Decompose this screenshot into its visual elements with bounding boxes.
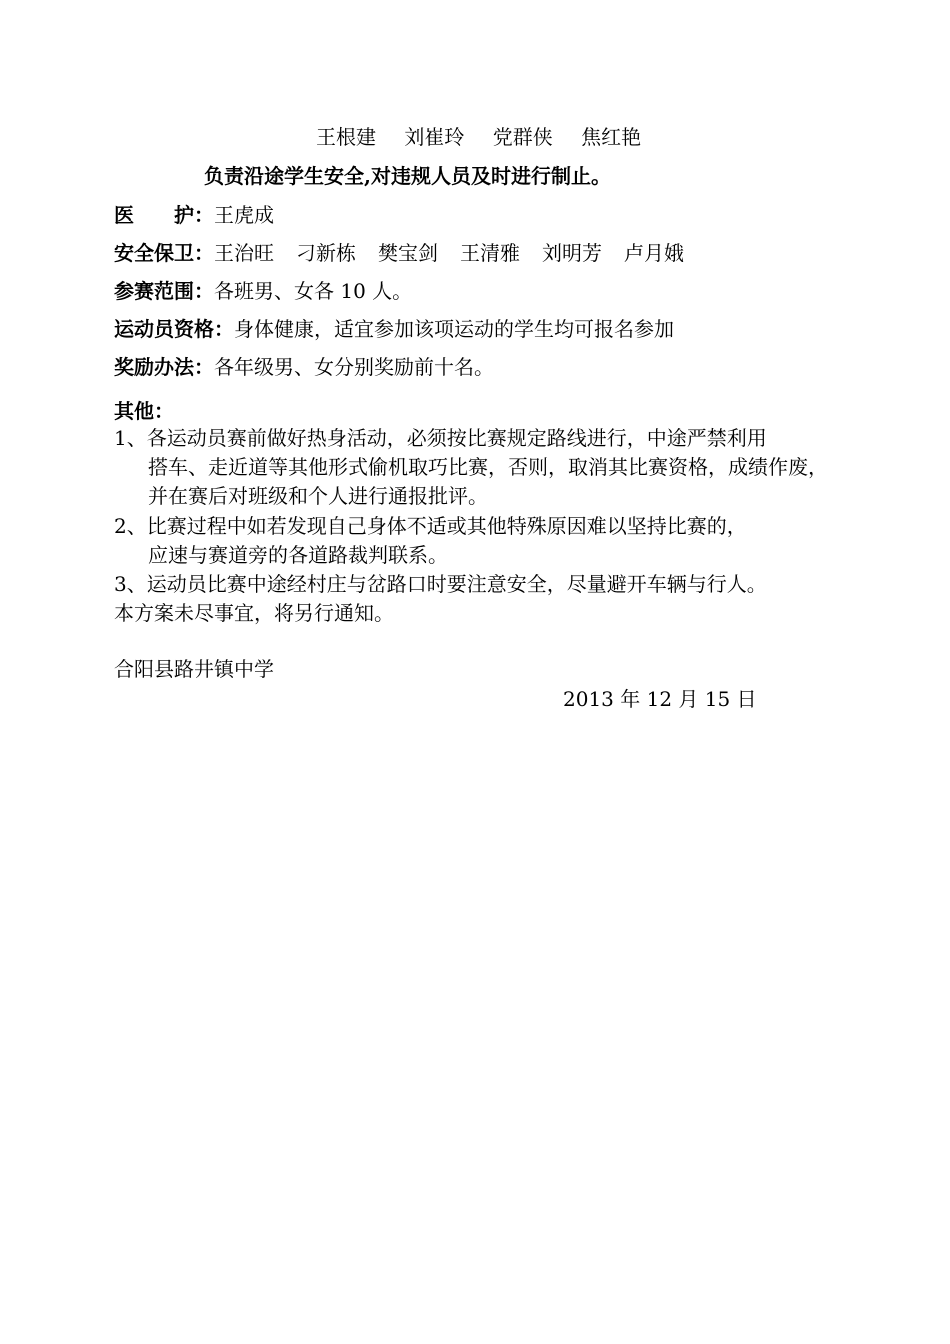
other-item-2-line-1: 2、比赛过程中如若发现自己身体不适或其他特殊原因难以坚持比赛的， [114,514,747,538]
signature-organization: 合阳县路井镇中学 [114,657,274,681]
awards-row [114,354,494,380]
supervisor-name: 刘崔玲 [404,125,465,149]
security-row [114,240,684,266]
other-item-3-line-1: 3、运动员比赛中途经村庄与岔路口时要注意安全，尽量避开车辆与行人。 [114,572,767,596]
guard-name: 王清雅 [460,241,520,265]
eligibility-row [114,316,674,342]
eligibility-value: 身体健康，适宜参加该项运动的学生均可报名参加 [234,317,674,341]
other-heading: 其他： [114,399,174,423]
awards-label: 奖励办法： [114,355,214,379]
scope-label: 参赛范围： [114,279,214,303]
supervisor-name: 党群侠 [492,125,553,149]
security-label: 安全保卫： [114,241,214,265]
signature-date: 2013 年 12 月 15 日 [563,687,757,711]
other-item-1-line-2: 搭车、走近道等其他形式偷机取巧比赛，否则，取消其比赛资格，成绩作废， [148,455,828,479]
security-names [214,241,684,265]
supervisor-names [316,124,641,150]
scope-value: 各班男、女各 10 人。 [214,279,413,303]
eligibility-label: 运动员资格： [114,317,234,341]
guard-name: 刘明芳 [542,241,602,265]
guard-name: 刁新栋 [296,241,356,265]
guard-name: 王治旺 [214,241,274,265]
closing-note: 本方案未尽事宜，将另行通知。 [114,601,394,625]
guard-name: 卢月娥 [624,241,684,265]
scope-row [114,278,412,304]
medical-label: 医 护： [114,203,214,227]
medical-value: 王虎成 [214,203,274,227]
supervisor-name: 王根建 [316,125,376,149]
other-item-1-line-3: 并在赛后对班级和个人进行通报批评。 [148,484,488,508]
awards-value: 各年级男、女分别奖励前十名。 [214,355,494,379]
supervisor-name: 焦红艳 [581,125,642,149]
medical-row [114,202,274,228]
other-item-2-line-2: 应速与赛道旁的各道路裁判联系。 [148,543,448,567]
supervisor-duty: 负责沿途学生安全,对违规人员及时进行制止。 [204,164,611,188]
guard-name: 樊宝剑 [378,241,438,265]
other-item-1-line-1: 1、各运动员赛前做好热身活动，必须按比赛规定路线进行，中途严禁利用 [114,426,767,450]
